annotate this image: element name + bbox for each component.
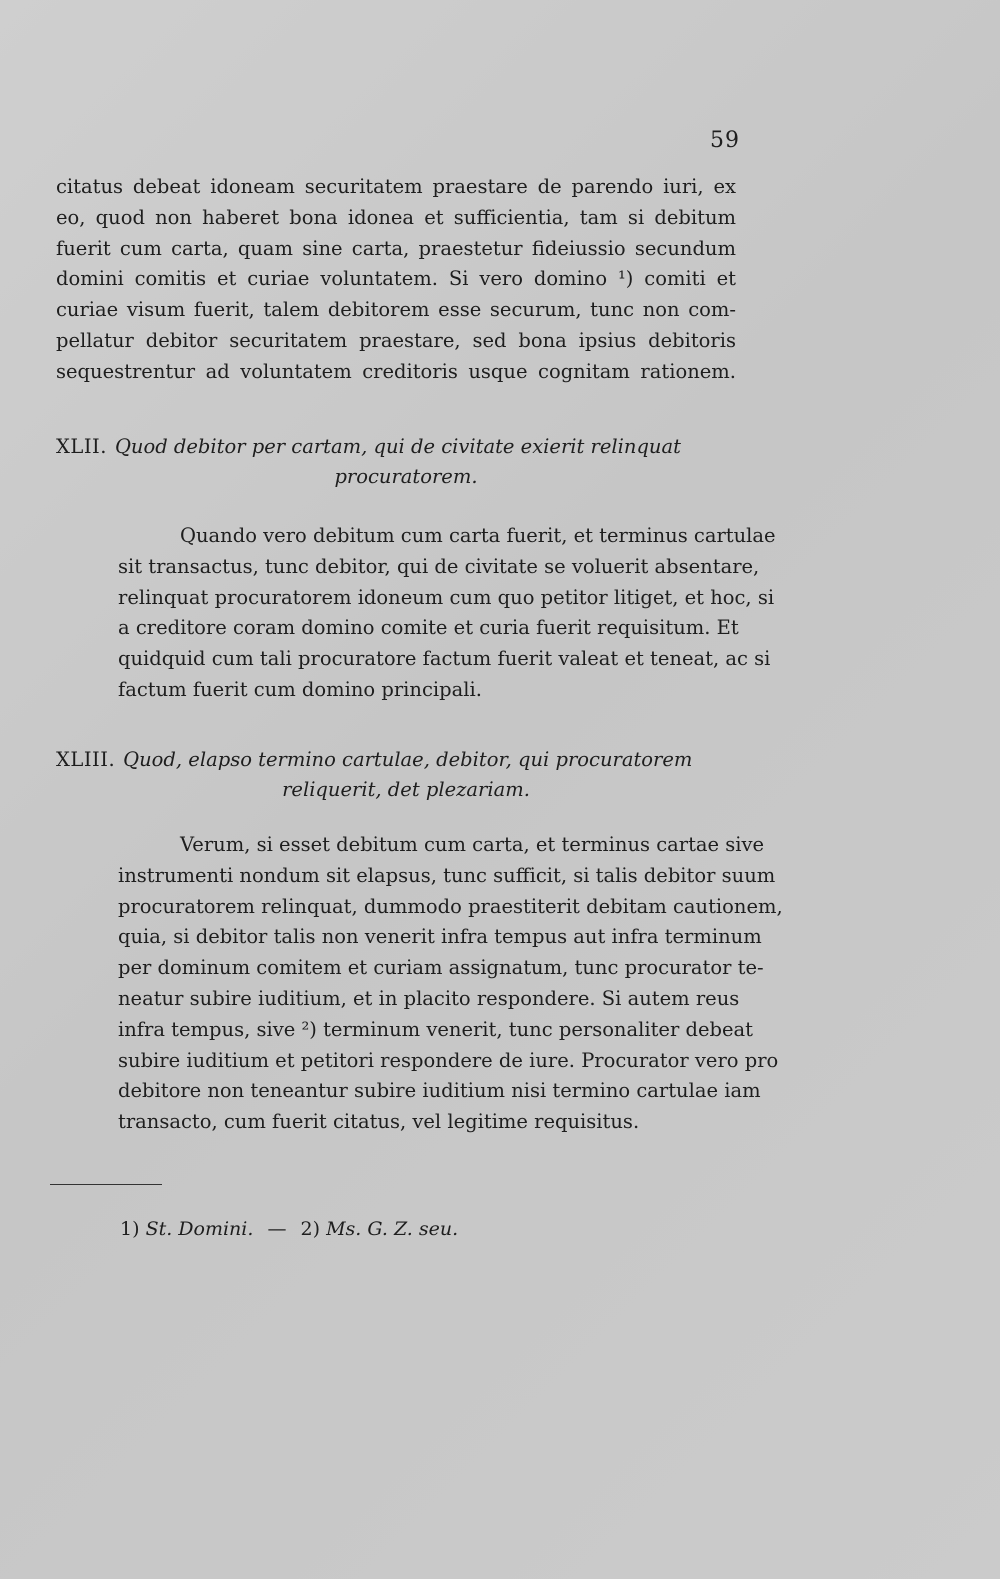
section-title-line: Quod debitor per cartam, qui de civitate exierit relinquat: [114, 435, 681, 458]
section-title-line: procuratorem.: [334, 465, 478, 488]
footnotes: [120, 1218, 458, 1240]
text-line: Quando vero debitum cum carta fuerit, et terminus cartulae: [180, 524, 776, 547]
text-line: pellatur debitor securitatem praestare, sed bona ipsius debitoris: [56, 328, 736, 352]
text-line: domini comitis et curiae voluntatem. Si vero domino ¹) comiti et: [56, 267, 736, 291]
section-heading-xliii: [56, 745, 736, 805]
footnote-mark: 2): [300, 1218, 321, 1240]
text-line: procuratorem relinquat, dummodo praestiterit debitam cautionem,: [118, 894, 783, 918]
text-line: neatur subire iuditium, et in placito respondere. Si autem reus: [118, 986, 740, 1010]
text-line: Verum, si esset debitum cum carta, et terminus cartae sive: [180, 833, 765, 856]
section-numeral: XLII.: [56, 435, 107, 458]
footnote-text: St. Domini.: [145, 1218, 254, 1240]
text-line: quidquid cum tali procuratore factum fuerit valeat et teneat, ac si: [118, 647, 771, 671]
text-line: a creditore coram domino comite et curia fuerit requisitum. Et: [118, 616, 739, 640]
section-numeral: XLIII.: [56, 748, 116, 771]
section-title-line: Quod, elapso termino cartulae, debitor, qui procuratorem: [123, 748, 693, 771]
text-line: subire iuditium et petitori respondere de iure. Procurator vero pro: [118, 1048, 779, 1072]
text-line: curiae visum fuerit, talem debitorem esse securum, tunc non com-: [56, 298, 736, 322]
footnote-mark: 1): [120, 1218, 140, 1240]
text-line: eo, quod non haberet bona idonea et sufficientia, tam si debitum: [56, 205, 736, 229]
page-number: 59: [710, 128, 740, 153]
text-line: transacto, cum fuerit citatus, vel legitime requisitus.: [118, 1110, 640, 1134]
text-line: debitore non teneantur subire iuditium nisi termino cartulae iam: [118, 1079, 761, 1103]
paragraph: [56, 830, 783, 1138]
footnote-text: Ms. G. Z. seu.: [326, 1218, 459, 1240]
text-line: quia, si debitor talis non venerit infra tempus aut infra terminum: [118, 925, 762, 949]
section-heading-xlii: [56, 432, 736, 492]
text-line: fuerit cum carta, quam sine carta, praestetur fideiussio secundum: [56, 236, 736, 260]
text-line: factum fuerit cum domino principali.: [118, 677, 482, 701]
text-line: infra tempus, sive ²) terminum venerit, tunc personaliter debeat: [118, 1017, 753, 1041]
footnote-divider: [50, 1184, 162, 1185]
paragraph: [56, 521, 776, 706]
footnote-separator: —: [267, 1218, 287, 1240]
section-title-line: reliquerit, det plezariam.: [282, 778, 530, 801]
paragraph-continued: [56, 172, 736, 388]
text-line: citatus debeat idoneam securitatem praestare de parendo iuri, ex: [56, 175, 736, 198]
text-line: relinquat procuratorem idoneum cum quo petitor litiget, et hoc, si: [118, 585, 775, 609]
text-line: per dominum comitem et curiam assignatum, tunc procurator te-: [118, 956, 764, 980]
text-line: sit transactus, tunc debitor, qui de civitate se voluerit absentare,: [118, 554, 760, 578]
text-line: sequestrentur ad voluntatem creditoris usque cognitam rationem.: [56, 359, 736, 383]
text-line: instrumenti nondum sit elapsus, tunc sufficit, si talis debitor suum: [118, 863, 776, 887]
